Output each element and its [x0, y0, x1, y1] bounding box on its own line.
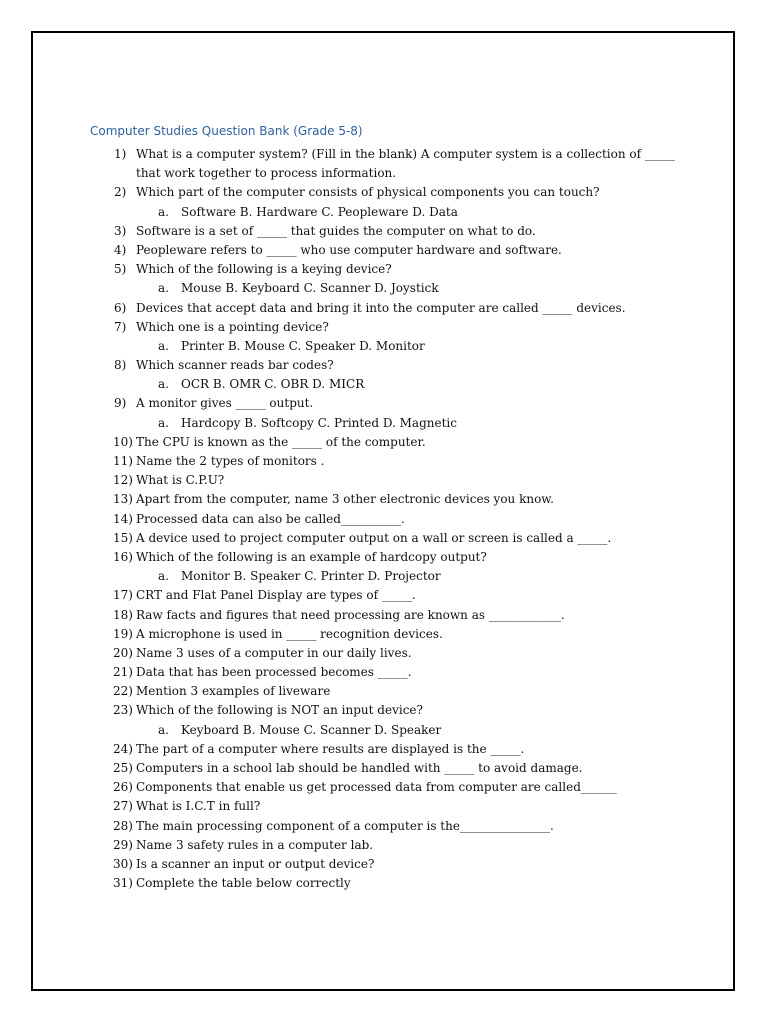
question-item [0, 452, 768, 471]
answer-options [0, 337, 768, 356]
question-item [0, 548, 768, 567]
question-number: 30) [113, 856, 133, 871]
question-item [0, 759, 768, 778]
question-text: Devices that accept data and bring it into the computer are called _____ devices. [136, 300, 626, 315]
question-text: Which part of the computer consists of physical components you can touch? [136, 185, 600, 200]
question-text: Computers in a school lab should be handled with _____ to avoid damage. [136, 761, 583, 775]
question-text: What is a computer system? (Fill in the blank) A computer system is a collection of _____ [136, 147, 675, 161]
question-number: 28) [113, 818, 133, 833]
option-letter: a. [158, 415, 169, 430]
question-item [0, 260, 768, 279]
question-number: 2) [114, 185, 127, 200]
question-item [0, 740, 768, 759]
question-item [0, 183, 768, 202]
answer-options [0, 279, 768, 298]
question-text: Which of the following is an example of hardcopy output? [136, 549, 487, 564]
question-text: Which scanner reads bar codes? [136, 358, 334, 373]
question-item [0, 222, 768, 241]
question-text: A device used to project computer output on a wall or screen is called a _____. [136, 530, 612, 545]
option-text: OCR B. OMR C. OBR D. MICR [181, 377, 365, 392]
question-number: 13) [113, 492, 133, 507]
option-letter: a. [158, 338, 169, 353]
question-item [0, 318, 768, 337]
question-item [0, 855, 768, 874]
answer-options [0, 721, 768, 740]
question-number: 19) [113, 626, 133, 641]
question-number: 14) [113, 511, 133, 526]
question-item [0, 356, 768, 375]
question-text: Name the 2 types of monitors . [136, 454, 325, 468]
question-text-continued: that work together to process information. [136, 166, 397, 181]
question-text: Which of the following is NOT an input device? [136, 703, 423, 718]
option-letter: a. [158, 722, 169, 737]
question-number: 4) [114, 242, 127, 257]
question-item [0, 644, 768, 663]
question-text: Data that has been processed becomes _____. [136, 665, 412, 680]
option-letter: a. [158, 204, 169, 219]
question-item [0, 490, 768, 509]
question-item [0, 778, 768, 797]
question-text: Name 3 safety rules in a computer lab. [136, 837, 374, 852]
question-text: Mention 3 examples of liveware [136, 684, 331, 699]
option-letter: a. [158, 281, 169, 296]
option-text: Keyboard B. Mouse C. Scanner D. Speaker [181, 722, 442, 737]
question-number: 21) [113, 665, 133, 680]
question-number: 3) [114, 223, 127, 238]
question-item [0, 299, 768, 318]
question-text: The part of a computer where results are displayed is the _____. [136, 741, 525, 756]
question-item [0, 433, 768, 452]
question-number: 18) [113, 607, 133, 622]
question-item [0, 817, 768, 836]
question-number: 12) [113, 473, 133, 488]
question-text: Peopleware refers to _____ who use computer hardware and software. [136, 242, 562, 257]
question-number: 20) [113, 645, 133, 660]
question-item [0, 145, 768, 164]
question-number: 1) [114, 147, 127, 161]
question-item [0, 625, 768, 644]
question-item [0, 797, 768, 816]
question-number: 23) [113, 703, 133, 718]
question-list [0, 145, 768, 893]
question-text: Which of the following is a keying device? [136, 262, 392, 277]
question-item [0, 394, 768, 413]
question-number: 5) [114, 262, 127, 277]
question-item [0, 586, 768, 605]
question-item [0, 701, 768, 720]
option-text: Printer B. Mouse C. Speaker D. Monitor [181, 338, 425, 353]
question-number: 10) [113, 434, 133, 449]
question-number: 6) [114, 300, 127, 315]
question-item [0, 874, 768, 893]
document-title: Computer Studies Question Bank (Grade 5-8) [90, 124, 363, 138]
question-number: 15) [113, 530, 133, 545]
question-text: Is a scanner an input or output device? [136, 856, 375, 871]
question-number: 11) [113, 454, 133, 468]
question-item [0, 836, 768, 855]
option-text: Mouse B. Keyboard C. Scanner D. Joystick [181, 281, 439, 296]
answer-options [0, 414, 768, 433]
answer-options [0, 375, 768, 394]
option-text: Hardcopy B. Softcopy C. Printed D. Magnetic [181, 415, 457, 430]
question-continuation [0, 164, 768, 183]
question-text: Components that enable us get processed data from computer are called______ [136, 780, 617, 795]
question-text: Raw facts and figures that need processing are known as ____________. [136, 607, 565, 622]
question-text: Name 3 uses of a computer in our daily lives. [136, 645, 412, 660]
question-number: 27) [113, 799, 133, 814]
question-item [0, 663, 768, 682]
option-letter: a. [158, 569, 169, 584]
question-text: A microphone is used in _____ recognition devices. [136, 626, 443, 641]
option-text: Software B. Hardware C. Peopleware D. Data [181, 204, 458, 219]
question-text: Processed data can also be called__________. [136, 511, 405, 526]
question-item [0, 682, 768, 701]
question-text: What is C.P.U? [136, 473, 225, 488]
answer-options [0, 567, 768, 586]
question-number: 16) [113, 549, 133, 564]
question-number: 9) [114, 396, 127, 411]
question-item [0, 510, 768, 529]
answer-options [0, 203, 768, 222]
question-number: 25) [113, 761, 133, 775]
question-number: 8) [114, 358, 127, 373]
question-text: Software is a set of _____ that guides the computer on what to do. [136, 223, 536, 238]
question-text: CRT and Flat Panel Display are types of _____. [136, 588, 416, 603]
question-number: 24) [113, 741, 133, 756]
question-text: The CPU is known as the _____ of the computer. [136, 434, 426, 449]
question-number: 7) [114, 319, 127, 334]
question-item [0, 606, 768, 625]
option-letter: a. [158, 377, 169, 392]
question-item [0, 471, 768, 490]
question-number: 22) [113, 684, 133, 699]
question-text: A monitor gives _____ output. [136, 396, 314, 411]
question-text: The main processing component of a computer is the_______________. [136, 818, 554, 833]
question-number: 26) [113, 780, 133, 795]
question-text: Complete the table below correctly [136, 876, 351, 891]
question-text: What is I.C.T in full? [136, 799, 261, 814]
question-number: 29) [113, 837, 133, 852]
question-number: 31) [113, 876, 133, 891]
question-number: 17) [113, 588, 133, 603]
question-text: Which one is a pointing device? [136, 319, 329, 334]
question-item [0, 241, 768, 260]
question-item [0, 529, 768, 548]
option-text: Monitor B. Speaker C. Printer D. Projector [181, 569, 441, 584]
question-text: Apart from the computer, name 3 other electronic devices you know. [136, 492, 554, 507]
